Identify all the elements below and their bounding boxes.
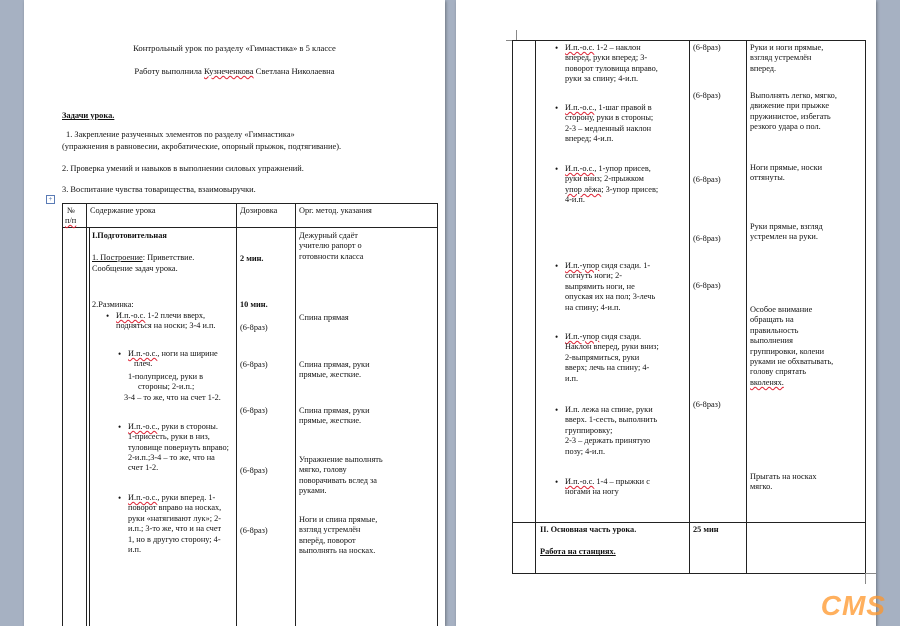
table-col-divider: [86, 203, 87, 626]
table-header-divider: [62, 227, 437, 228]
exercise-6-dose: (6-8раз): [693, 91, 721, 100]
task-1-detail: (упражнения в равновесии, акробатические, опорный прыжок, подтягивание).: [62, 142, 342, 151]
exercise-2: • И.п.-о.с., ноги на ширине плеч.: [128, 349, 218, 370]
exercise-5-dose: (6-8раз): [693, 43, 721, 52]
exercise-10-dose: (6-8раз): [693, 400, 721, 409]
task-3: 3. Воспитание чувства товарищества, взаимовыручки.: [62, 185, 256, 194]
exercise-3-steps: 2-и.п.;3-4 – то же, что на счет 1-2.: [128, 453, 215, 473]
table-border-left: [512, 40, 513, 573]
author-line: Работу выполнила Кузнеченкова Светлана Николаевна: [134, 66, 335, 76]
exercise-8-dose: (6-8раз): [693, 281, 721, 290]
exercise-9: • И.п.-упор сидя сзади. Наклон вперед, руки вниз; 2-выпрямиться, руки вверх; лечь на спину; 4- и.п.: [565, 332, 659, 384]
exercise-3b-dose: (6-8раз): [240, 466, 268, 475]
exercise-5: • И.п.-о.с. 1-2 – наклон вперед, руки вперед; 3- поворот туловища вправо, руки за спину; 4-и.п.: [565, 43, 658, 85]
table-col-divider: [689, 40, 690, 573]
build-item: 1. Построение: Приветствие.: [92, 253, 195, 262]
exercise-4-org: Ноги и спина прямые, взгляд устремлён вперёд, поворот выполнять на носках.: [299, 515, 378, 556]
header-num-2: п/п: [65, 216, 77, 225]
build-dose: 2 мин.: [240, 254, 264, 263]
table-col-divider: [746, 40, 747, 573]
table-col-divider: [295, 203, 296, 626]
header-num: №: [67, 206, 75, 215]
table-move-handle-icon[interactable]: +: [46, 195, 55, 204]
header-dose: Дозировка: [240, 206, 278, 215]
exercise-2-steps: 1-полуприсед, руки в стороны; 2-и.п.; 3-4 – то же, что на счет 1-2.: [124, 372, 221, 402]
exercise-8: • И.п.-упор сидя сзади. 1- согнуть ноги; 2- выпрямить ноги, не опуская их на пол; 3-лечь на спину; 4-и.п.: [565, 261, 655, 313]
section-2-title: II. Основная часть урока.: [540, 525, 637, 534]
header-org: Орг. метод. указания: [299, 206, 372, 215]
exercise-1-org: Спина прямая: [299, 313, 349, 322]
org-note-3: Ноги прямые, носки оттянуты.: [750, 163, 823, 183]
table-border-top: [62, 203, 437, 204]
exercise-3: • И.п.-о.с., руки в стороны. 1-присесть, руки в низ, туловище повернуть вправо;: [128, 422, 229, 453]
table-col-divider: [89, 227, 90, 626]
stations-label: Работа на станциях.: [540, 547, 616, 556]
exercise-4-dose: (6-8раз): [240, 526, 268, 535]
section-2-dose: 25 мин: [693, 525, 719, 534]
exercise-10: • И.п. лежа на спине, руки вверх. 1-сесть, выполнить группировку; 2-3 – держать принятую позу; 4-и.п.: [565, 405, 657, 457]
tasks-heading: Задачи урока.: [62, 111, 115, 120]
doc-title: Контрольный урок по разделу «Гимнастика» в 5 классе: [133, 43, 336, 53]
section-1-title: I.Подготовительная: [92, 231, 167, 240]
exercise-3b-org: Упражнение выполнять мягко, голову поворачивать вслед за руками.: [299, 455, 383, 496]
table-col-divider: [236, 203, 237, 626]
instantcms-watermark: InstantCMS: [721, 590, 886, 621]
document-page-1: [24, 0, 445, 626]
org-note-6: Прыгать на носках мягко.: [750, 472, 817, 492]
warmup-dose: 10 мин.: [240, 300, 268, 309]
exercise-2-dose: (6-8раз): [240, 360, 268, 369]
exercise-3-dose: (6-8раз): [240, 406, 268, 415]
exercise-1: • И.п.-о.с. 1-2 плечи вверх, подняться на носки; 3-4 и.п.: [116, 311, 216, 332]
org-note-4: Руки прямые, взгляд устремлен на руки.: [750, 222, 823, 242]
warmup-label: 2.Разминка:: [92, 300, 134, 309]
table-border-right: [865, 40, 866, 573]
org-note-1: Руки и ноги прямые, взгляд устремлён вперед.: [750, 43, 824, 73]
exercise-3-org: Спина прямая, руки прямые, жесткие.: [299, 406, 370, 426]
extra-dose: (6-8раз): [693, 234, 721, 243]
org-note-2: Выполнять легко, мягко, движение при прыжке пружинистое, избегать резкого удара о пол.: [750, 91, 837, 132]
task-2: 2. Проверка умений и навыков в выполнении силовых упражнений.: [62, 164, 304, 173]
exercise-11: • И.п.-о.с. 1-4 – прыжки с ногами на ногу: [565, 477, 650, 498]
table-row-divider: [512, 522, 865, 523]
build-item-2: Сообщение задач урока.: [92, 264, 178, 273]
table-border-right: [437, 203, 438, 626]
crop-mark: [865, 573, 876, 584]
exercise-2-org: Спина прямая, руки прямые, жесткие.: [299, 360, 370, 380]
document-page-2: [456, 0, 876, 626]
exercise-1-dose: (6-8раз): [240, 323, 268, 332]
table-border-left: [62, 203, 63, 626]
build-org: Дежурный сдаёт учителю рапорт о готовности класса: [299, 231, 364, 261]
table-border-bottom: [512, 573, 865, 574]
header-content: Содержание урока: [90, 206, 156, 215]
table-col-divider: [535, 40, 536, 573]
exercise-4: • И.п.-о.с., руки вперед. 1- поворот вправо на носках, руки «натягивают лук»; 2- и.п.; 3-то же, что и на счет 1, но в другую сторону; 4- и.п.: [128, 493, 221, 555]
exercise-6: • И.п.-о.с., 1-шаг правой в сторону, руки в стороны; 2-3 – медленный наклон вперед; 4-и.п.: [565, 103, 653, 145]
org-note-5: Особое внимание обращать на правильность выполнения группировки, колени руками не обхватывать, голову спрятать вколенях.: [750, 305, 834, 387]
task-1: 1. Закрепление разученных элементов по разделу «Гимнастика»: [66, 130, 295, 139]
exercise-7-dose: (6-8раз): [693, 175, 721, 184]
exercise-7: • И.п.-о.с., 1-упор присев, руки вниз; 2-прыжком упор лёжа; 3-упор присев; 4-и.п.: [565, 164, 658, 206]
